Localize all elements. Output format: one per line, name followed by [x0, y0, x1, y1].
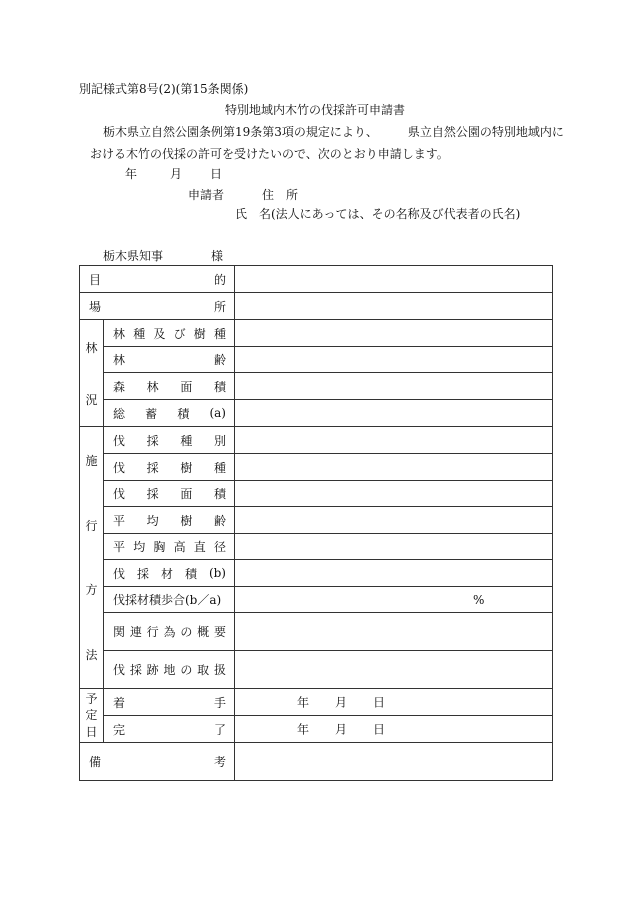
purpose-field[interactable]	[235, 266, 553, 293]
purpose-label: 目 的	[80, 266, 235, 293]
table-row	[80, 587, 553, 613]
average-dbh-field[interactable]	[235, 534, 553, 560]
location-field[interactable]	[235, 293, 553, 320]
site-treatment-field[interactable]	[235, 651, 553, 689]
cutting-type-field[interactable]	[235, 427, 553, 454]
table-row	[80, 534, 553, 560]
table-row	[80, 400, 553, 427]
average-dbh-label: 平 均 胸 高 直 径	[104, 534, 235, 560]
table-row	[80, 743, 553, 781]
document-title: 特別地域内木竹の伐採許可申請書	[224, 103, 405, 117]
cutting-volume-ratio-label: 伐採材積歩合(b／a)	[104, 587, 235, 613]
cutting-area-label: 伐 採 面 積	[104, 481, 235, 507]
completion-label: 完 了	[104, 716, 235, 743]
applicant-label: 申請者	[188, 188, 225, 202]
table-row	[80, 320, 553, 347]
forest-area-field[interactable]	[235, 373, 553, 400]
related-activities-field[interactable]	[235, 613, 553, 651]
completion-date-units: 年 月 日	[297, 722, 386, 737]
total-stock-field[interactable]	[235, 400, 553, 427]
table-row	[80, 373, 553, 400]
application-date	[125, 165, 222, 182]
cutting-area-field[interactable]	[235, 481, 553, 507]
forest-area-label: 森 林 面 積	[104, 373, 235, 400]
form-number: 別記様式第8号(2)(第15条関係)	[79, 82, 249, 96]
remarks-field[interactable]	[235, 743, 553, 781]
scheduled-date-group: 予 定 日	[80, 689, 104, 743]
location-label: 場 所	[80, 293, 235, 320]
forest-type-species-field[interactable]	[235, 320, 553, 347]
cutting-species-field[interactable]	[235, 454, 553, 481]
intro-line-1: 栃木県立自然公園条例第19条第3項の規定により、 県立自然公園の特別地域内に	[103, 125, 564, 139]
application-table	[79, 265, 553, 781]
site-treatment-label: 伐 採 跡 地 の 取 扱	[104, 651, 235, 689]
start-label: 着 手	[104, 689, 235, 716]
percent-sign: %	[473, 592, 485, 607]
table-row	[80, 716, 553, 743]
forest-age-field[interactable]	[235, 347, 553, 373]
table-row	[80, 347, 553, 373]
start-date-field[interactable]	[235, 689, 553, 716]
cutting-volume-label: 伐 採 材 積 (b)	[104, 560, 235, 587]
table-row	[80, 293, 553, 320]
table-row	[80, 507, 553, 534]
addressee: 栃木県知事 様	[103, 249, 224, 263]
table-row	[80, 454, 553, 481]
date-year-label: 年	[125, 167, 138, 181]
related-activities-label: 関 連 行 為 の 概 要	[104, 613, 235, 651]
intro-line-2: おける木竹の伐採の許可を受けたいので、次のとおり申請します。	[90, 147, 449, 161]
table-row	[80, 651, 553, 689]
cutting-type-label: 伐 採 種 別	[104, 427, 235, 454]
cutting-volume-ratio-field[interactable]	[235, 587, 553, 613]
name-label: 氏 名(法人にあっては、その名称及び代表者の氏名)	[235, 207, 521, 221]
average-age-field[interactable]	[235, 507, 553, 534]
forest-age-label: 林 齢	[104, 347, 235, 373]
cutting-species-label: 伐 採 樹 種	[104, 454, 235, 481]
execution-method-group: 施 行 方 法	[80, 427, 104, 689]
table-row	[80, 427, 553, 454]
completion-date-field[interactable]	[235, 716, 553, 743]
total-stock-label: 総 蓄 積 (a)	[104, 400, 235, 427]
address-label: 住 所	[262, 188, 299, 202]
table-row	[80, 613, 553, 651]
table-row	[80, 689, 553, 716]
date-month-label: 月	[170, 167, 183, 181]
date-day-label: 日	[210, 167, 223, 181]
table-row	[80, 266, 553, 293]
forest-status-group: 林 況	[80, 320, 104, 427]
remarks-label: 備 考	[80, 743, 235, 781]
table-row	[80, 560, 553, 587]
table-row	[80, 481, 553, 507]
start-date-units: 年 月 日	[297, 695, 386, 710]
cutting-volume-field[interactable]	[235, 560, 553, 587]
forest-type-species-label: 林 種 及 び 樹 種	[104, 320, 235, 347]
average-age-label: 平 均 樹 齢	[104, 507, 235, 534]
